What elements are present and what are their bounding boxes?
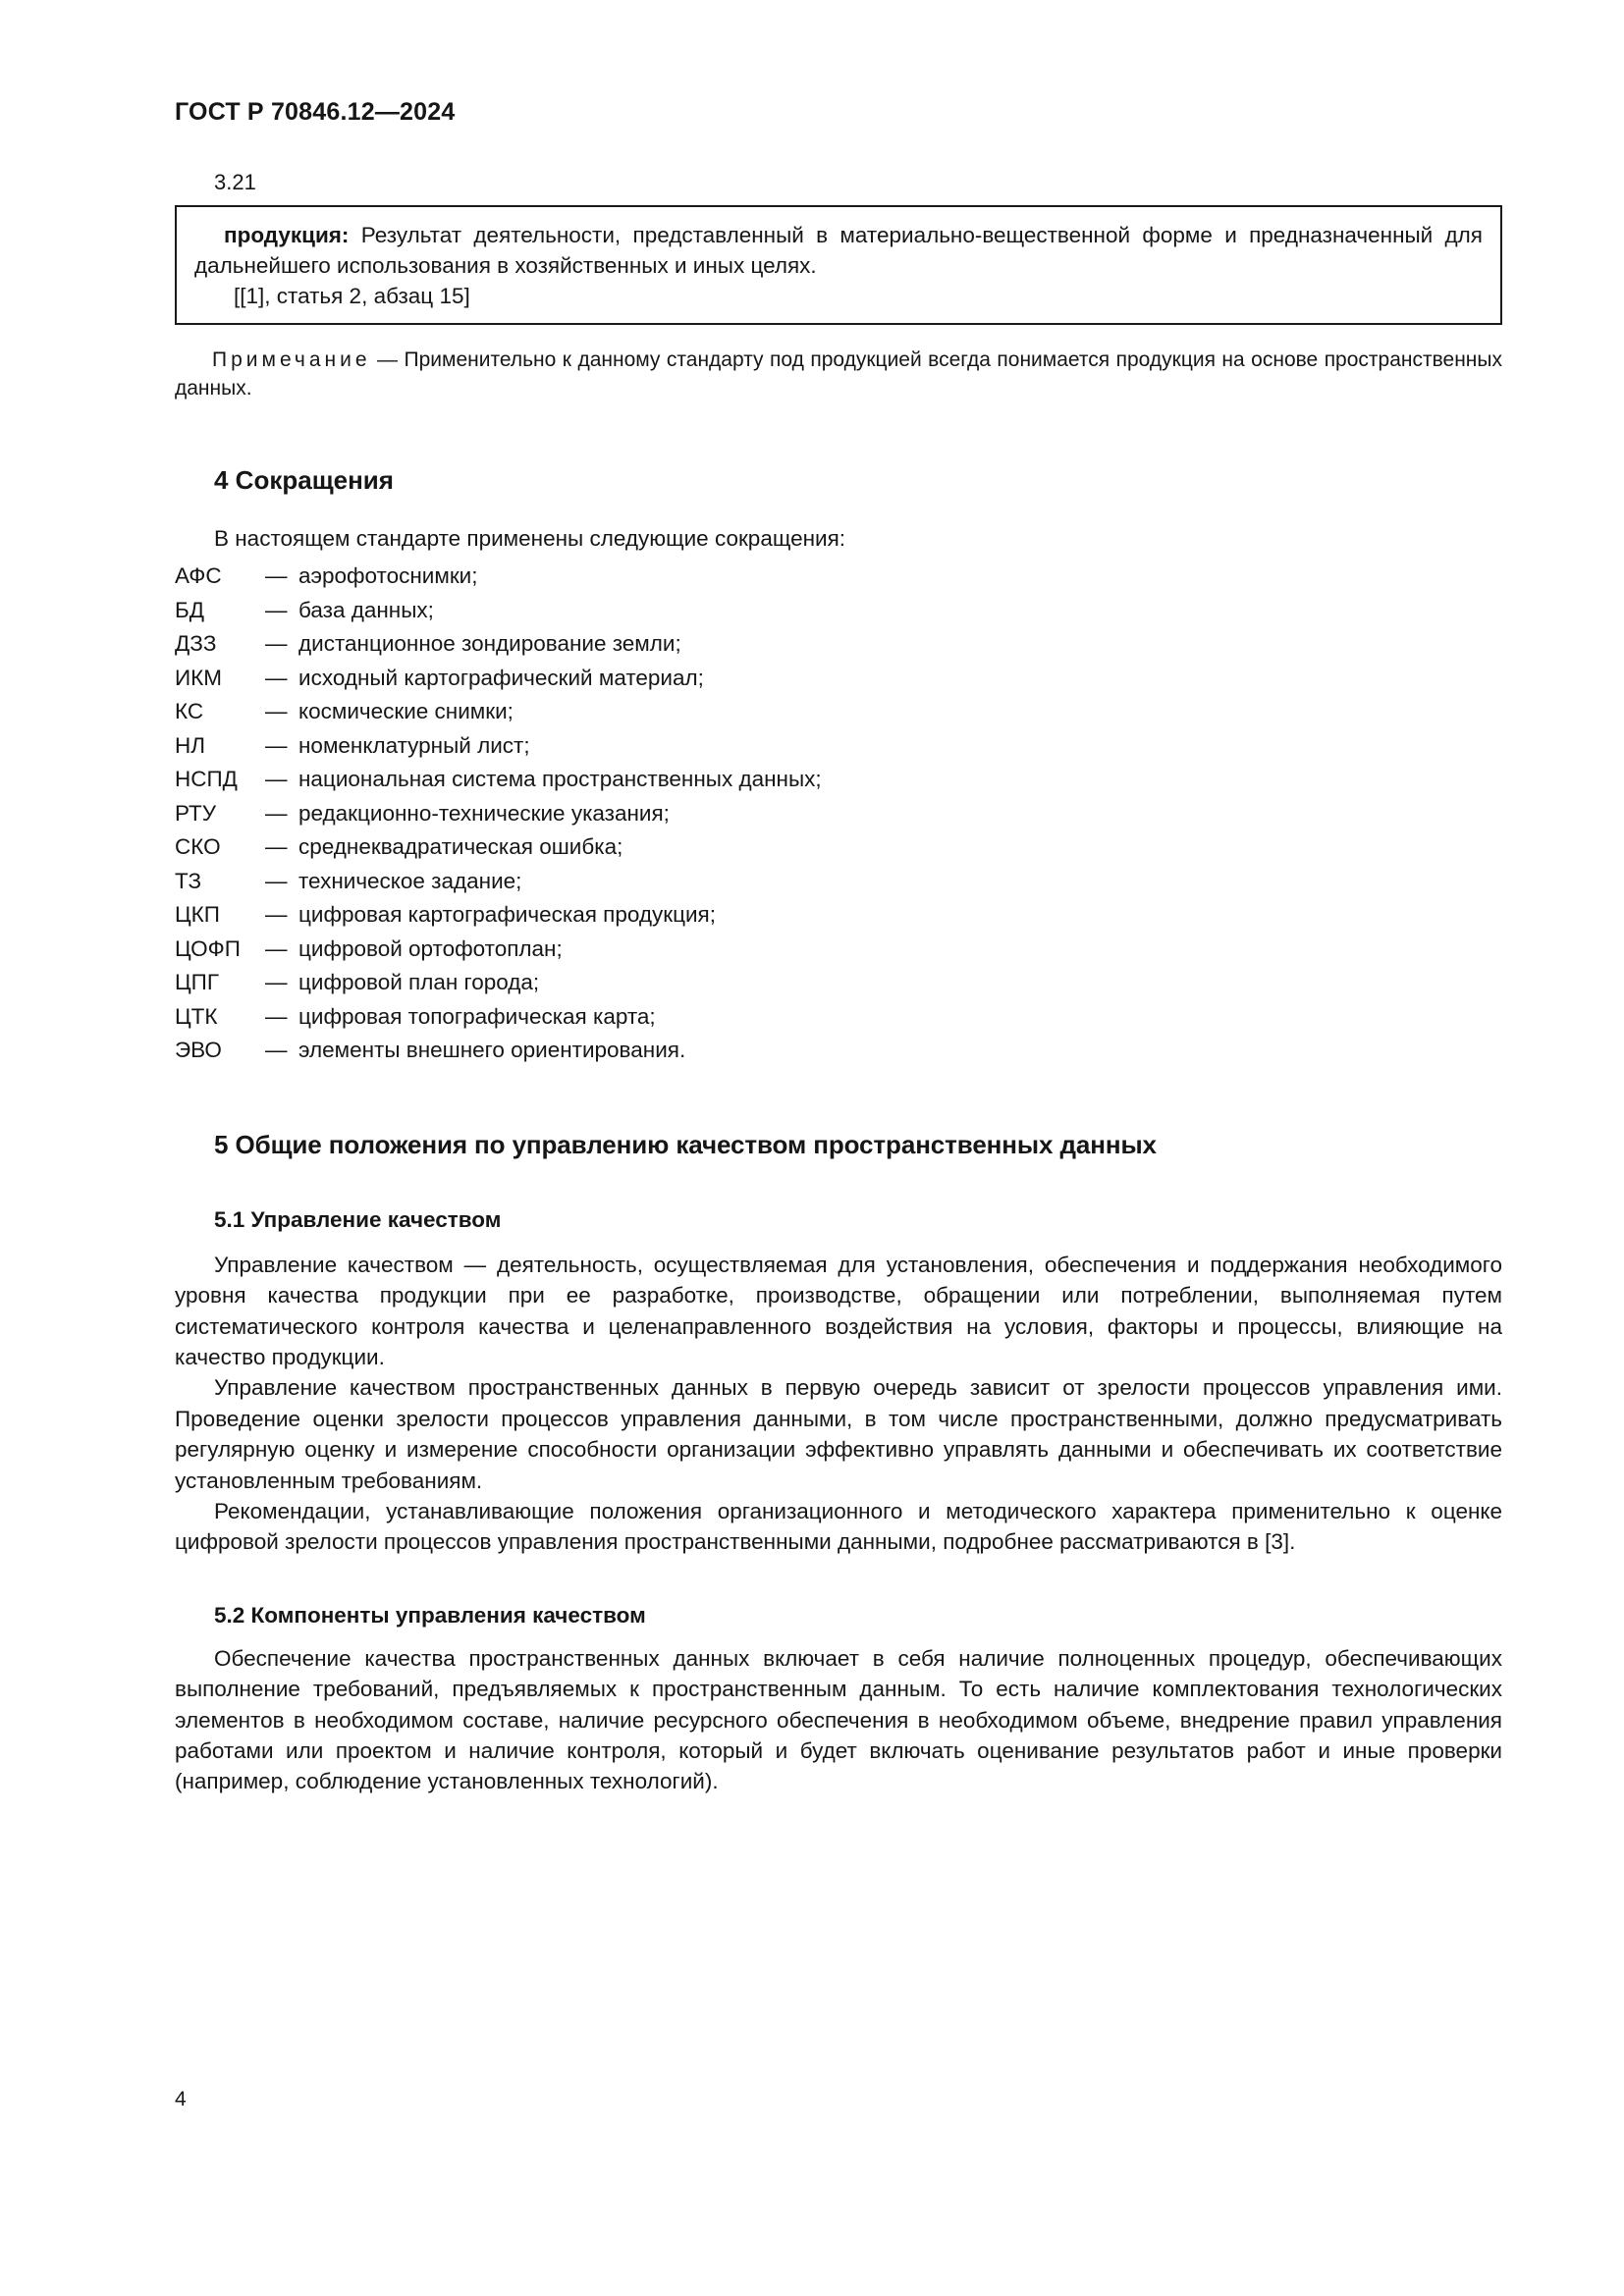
abbreviation-dash: — xyxy=(265,767,288,792)
abbreviations-intro: В настоящем стандарте применены следующие сокращения: xyxy=(214,525,846,551)
abbreviations-list xyxy=(175,560,1502,1068)
abbreviation-key: ЦОФП xyxy=(175,935,241,961)
abbreviation-key: БД xyxy=(175,597,205,622)
abbreviation-dash: — xyxy=(265,631,288,657)
paragraph: Рекомендации, устанавливающие положения организационного и методического характера применительно к оценке цифровой зрелости процессов управления пространственными данными, подробнее рассматриваются в [3]. xyxy=(175,1498,1502,1555)
abbreviation-value: среднеквадратическая ошибка; xyxy=(298,834,623,860)
abbreviation-value: цифровой план города; xyxy=(298,970,540,995)
abbreviation-key: НЛ xyxy=(175,732,206,758)
abbreviation-dash: — xyxy=(265,935,288,961)
abbreviation-value: космические снимки; xyxy=(298,699,514,724)
abbreviation-value: цифровой ортофотоплан; xyxy=(298,935,563,961)
list-item xyxy=(175,560,1502,594)
list-item xyxy=(175,594,1502,628)
abbreviation-dash: — xyxy=(265,563,288,589)
page-number: 4 xyxy=(175,2088,187,2110)
note-paragraph xyxy=(175,347,1502,403)
note-dash: — xyxy=(377,348,399,372)
abbreviation-value: национальная система пространственных данных; xyxy=(298,767,822,792)
list-item xyxy=(175,729,1502,764)
list-item xyxy=(175,898,1502,933)
list-item xyxy=(175,1034,1502,1068)
abbreviation-dash: — xyxy=(265,902,288,928)
abbreviation-value: аэрофотоснимки; xyxy=(298,563,478,589)
abbreviation-dash: — xyxy=(265,868,288,893)
abbreviation-value: база данных; xyxy=(298,597,434,622)
term-definition-text xyxy=(194,221,1483,281)
abbreviation-value: номенклатурный лист; xyxy=(298,732,530,758)
abbreviation-value: редакционно-технические указания; xyxy=(298,800,670,826)
list-item xyxy=(175,662,1502,696)
abbreviation-dash: — xyxy=(265,699,288,724)
clause-number: 3.21 xyxy=(214,170,256,194)
abbreviation-key: ЦПГ xyxy=(175,970,219,995)
list-item xyxy=(175,627,1502,662)
list-item xyxy=(175,1000,1502,1035)
abbreviation-key: КС xyxy=(175,699,204,724)
list-item xyxy=(175,763,1502,797)
abbreviation-dash: — xyxy=(265,732,288,758)
term-definition-part2: предназначенный для дальнейшего использования в хозяйственных и иных целях. xyxy=(194,223,1483,278)
abbreviation-dash: — xyxy=(265,800,288,826)
abbreviation-value: техническое задание; xyxy=(298,868,522,893)
term-definition-box xyxy=(175,205,1502,325)
abbreviation-dash: — xyxy=(265,970,288,995)
abbreviation-key: ЦКП xyxy=(175,902,220,928)
section-5-2-heading: 5.2 Компоненты управления качеством xyxy=(214,1602,646,1628)
abbreviation-key: ТЗ xyxy=(175,868,202,893)
abbreviation-dash: — xyxy=(265,665,288,690)
note-label: Примечание xyxy=(212,348,371,372)
list-item xyxy=(175,933,1502,967)
paragraph: Управление качеством пространственных данных в первую очередь зависит от зрелости процессов управления ими. Проведение оценки зрелости процессов управления данными, в том числе пространственными, должно предусматривать регулярную оценку и измерение способности организации эффективно управлять данными и обеспечивать их соответствие установленным требованиям. xyxy=(175,1375,1502,1493)
list-item xyxy=(175,865,1502,899)
abbreviation-dash: — xyxy=(265,597,288,622)
abbreviation-dash: — xyxy=(265,834,288,860)
abbreviation-key: СКО xyxy=(175,834,221,860)
page-content xyxy=(175,0,1502,1797)
paragraph: Управление качеством — деятельность, осуществляемая для установления, обеспечения и поддержания необходимого уровня качества продукции при ее разработке, производстве, обращении или потреблении, выполняемая путем систематического контроля качества и целенаправленного воздействия на условия, факторы и процессы, влияющие на качество продукции. xyxy=(175,1252,1502,1370)
section-5-1-heading: 5.1 Управление качеством xyxy=(214,1206,502,1232)
list-item xyxy=(175,966,1502,1000)
abbreviation-value: дистанционное зондирование земли; xyxy=(298,631,681,657)
abbreviation-key: ДЗЗ xyxy=(175,631,217,657)
abbreviation-dash: — xyxy=(265,1038,288,1063)
term-definition-part1: Результат деятельности, представленный в материально-вещественной форме и xyxy=(349,223,1237,248)
abbreviation-key: ИКМ xyxy=(175,665,223,690)
term-word: продукция: xyxy=(224,223,350,248)
paragraph: Обеспечение качества пространственных данных включает в себя наличие полноценных процедур, обеспечивающих выполнение требований, предъявляемых к пространственным данным. То есть наличие комплектования технологических элементов в необходимом составе, наличие ресурсного обеспечения в необходимом объеме, внедрение правил управления работами или проектом и наличие контроля, который и будет включать оценивание результатов работ и иные проверки (например, соблюдение установленных технологий). xyxy=(175,1645,1502,1794)
section-5-2-body xyxy=(175,1643,1502,1797)
list-item xyxy=(175,695,1502,729)
list-item xyxy=(175,830,1502,865)
section-4-heading: 4 Сокращения xyxy=(214,465,394,496)
abbreviation-value: исходный картографический материал; xyxy=(298,665,704,690)
abbreviation-key: ЦТК xyxy=(175,1003,218,1029)
abbreviation-key: РТУ xyxy=(175,800,217,826)
note-text: Применительно к данному стандарту под продукцией всегда понимается продукция на основе пространственных данных. xyxy=(175,348,1502,400)
abbreviation-key: АФС xyxy=(175,563,222,589)
running-header-standard-id: ГОСТ Р 70846.12—2024 xyxy=(175,98,456,126)
abbreviation-value: элементы внешнего ориентирования. xyxy=(298,1038,686,1063)
abbreviation-key: НСПД xyxy=(175,767,238,792)
abbreviation-key: ЭВО xyxy=(175,1038,222,1063)
list-item xyxy=(175,797,1502,831)
term-source-reference: [[1], статья 2, абзац 15] xyxy=(234,283,470,308)
section-5-heading: 5 Общие положения по управлению качеством пространственных данных xyxy=(214,1129,1157,1159)
section-5-1-body xyxy=(175,1250,1502,1558)
abbreviation-dash: — xyxy=(265,1003,288,1029)
abbreviation-value: цифровая картографическая продукция; xyxy=(298,902,716,928)
abbreviation-value: цифровая топографическая карта; xyxy=(298,1003,656,1029)
